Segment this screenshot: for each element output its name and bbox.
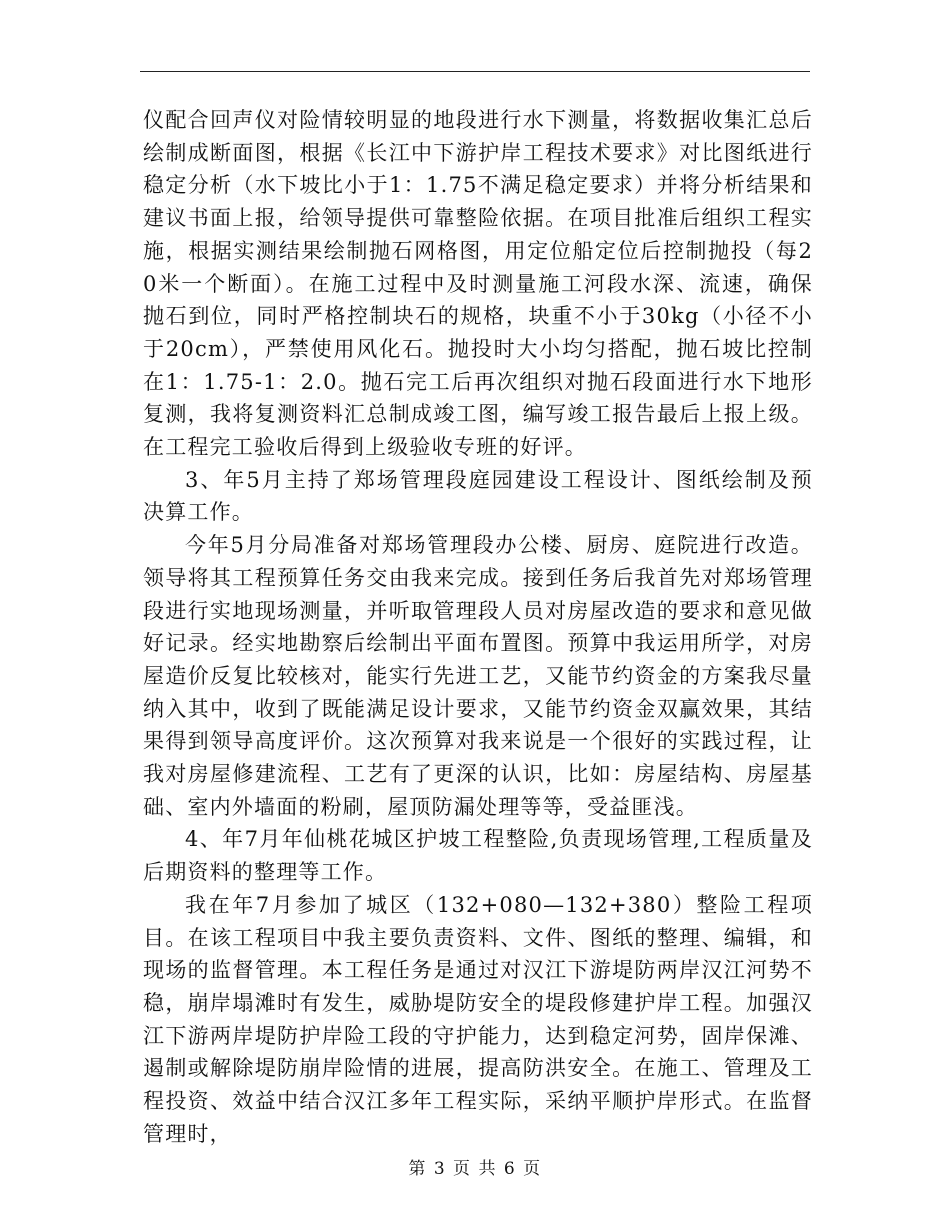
page-number-footer: 第 3 页 共 6 页 xyxy=(408,1159,542,1179)
paragraph-item-3-heading: 3、年5月主持了郑场管理段庭园建设工程设计、图纸绘制及预决算工作。 xyxy=(143,467,813,525)
paragraph-item-4-heading: 4、年7月年仙桃花城区护坡工程整险,负责现场管理,工程质量及后期资料的整理等工作。 xyxy=(143,827,813,885)
header-rule xyxy=(140,71,810,72)
paragraph-item-4-body: 我在年7月参加了城区（132+080—132+380）整险工程项目。在该工程项目中我主要负责资料、文件、图纸的整理、编辑，和现场的监督管理。本工程任务是通过对汉江下游堤防两岸汉江河势不稳，崩岸塌滩时有发生，威胁堤防安全的堤段修建护岸工程。加强汉江下游两岸堤防护岸险工段的守护能力，达到稳定河势，固岸保滩、遏制或解除堤防崩岸险情的进展，提高防洪安全。在施工、管理及工程投资、效益中结合汉江多年工程实际，采纳平顺护岸形式。在监督管理时， xyxy=(143,892,813,1146)
document-body xyxy=(143,104,813,1151)
paragraph-survey-continuation: 仪配合回声仪对险情较明显的地段进行水下测量，将数据收集汇总后绘制成断面图，根据《长江中下游护岸工程技术要求》对比图纸进行稳定分析（水下坡比小于1：1.75不满足稳定要求）并将分析结果和建议书面上报，给领导提供可靠整险依据。在项目批准后组织工程实施，根据实测结果绘制抛石网格图，用定位船定位后控制抛投（每20米一个断面）。在施工过程中及时测量施工河段水深、流速，确保抛石到位，同时严格控制块石的规格，块重不小于30kg（小径不小于20cm），严禁使用风化石。抛投时大小均匀搭配，抛石坡比控制在1：1.75-1：2.0。抛石完工后再次组织对抛石段面进行水下地形复测，我将复测资料汇总制成竣工图，编写竣工报告最后上报上级。在工程完工验收后得到上级验收专班的好评。 xyxy=(143,108,813,460)
paragraph-item-3-body: 今年5月分局准备对郑场管理段办公楼、厨房、庭院进行改造。领导将其工程预算任务交由我来完成。接到任务后我首先对郑场管理段进行实地现场测量，并听取管理段人员对房屋改造的要求和意见做好记录。经实地勘察后绘制出平面布置图。预算中我运用所学，对房屋造价反复比较核对，能实行先进工艺，又能节约资金的方案我尽量纳入其中，收到了既能满足设计要求，又能节约资金双赢效果，其结果得到领导高度评价。这次预算对我来说是一个很好的实践过程，让我对房屋修建流程、工艺有了更深的认识，比如：房屋结构、房屋基础、室内外墙面的粉刷，屋顶防漏处理等等，受益匪浅。 xyxy=(143,533,813,819)
